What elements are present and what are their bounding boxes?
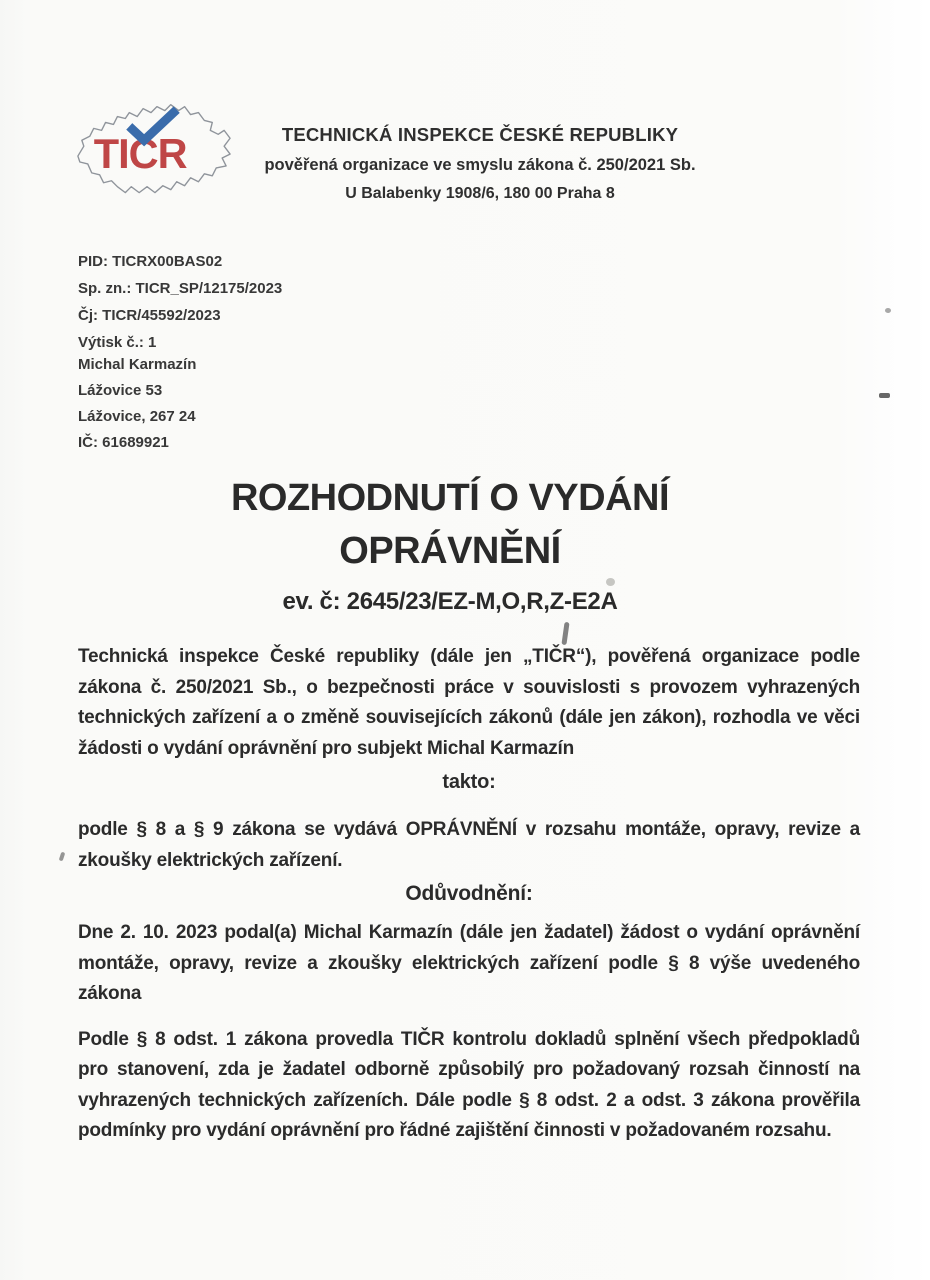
czech-map-logo-icon bbox=[68, 96, 236, 226]
oduvodneni-heading: Odůvodnění: bbox=[405, 882, 533, 905]
paragraph-verdict: podle § 8 a § 9 zákona se vydává OPRÁVNĚNÍ v rozsahu montáže, opravy, revize a zkoušky elektrických zařízení. bbox=[78, 819, 860, 871]
recipient-ic: IČ: 61689921 bbox=[78, 434, 169, 451]
paragraph-application: Dne 2. 10. 2023 podal(a) Michal Karmazín (dále jen žadatel) žádost o vydání oprávnění montáže, opravy, revize a zkoušky elektrických zařízení podle § 8 výše uvedeného zákona bbox=[78, 922, 860, 1004]
sp-zn-line: Sp. zn.: TICR_SP/12175/2023 bbox=[78, 280, 283, 297]
document-title bbox=[60, 472, 840, 618]
org-identity bbox=[230, 124, 730, 203]
evidence-number: ev. č: 2645/23/EZ-M,O,R,Z-E2A bbox=[282, 588, 618, 615]
document-title-line2: OPRÁVNĚNÍ bbox=[339, 530, 561, 572]
recipient-name: Michal Karmazín bbox=[78, 356, 197, 373]
document-body bbox=[78, 642, 860, 1147]
takto-heading: takto: bbox=[442, 771, 496, 793]
document-identifiers bbox=[78, 248, 282, 356]
ticr-logo bbox=[68, 96, 236, 226]
recipient-street: Lážovice 53 bbox=[78, 382, 163, 399]
scan-artifact-dot bbox=[885, 308, 891, 313]
document-title-line1: ROZHODNUTÍ O VYDÁNÍ bbox=[230, 477, 670, 519]
recipient-city: Lážovice, 267 24 bbox=[78, 408, 196, 425]
paragraph-intro: Technická inspekce České republiky (dále jen „TIČR“), pověřená organizace podle zákona č. 250/2021 Sb., o bezpečnosti práce v souvislosti s provozem vyhrazených technických zařízení a o změně souvisejících zákonů (dále jen zákon), rozhodla ve věci žádosti o vydání oprávnění pro subjekt Michal Karmazín bbox=[78, 646, 860, 759]
scan-artifact-dash bbox=[879, 393, 890, 398]
org-address: U Balabenky 1908/6, 180 00 Praha 8 bbox=[345, 185, 615, 202]
org-subtitle: pověřená organizace ve smyslu zákona č. 250/2021 Sb. bbox=[264, 156, 696, 174]
paragraph-review: Podle § 8 odst. 1 zákona provedla TIČR kontrolu dokladů splnění všech předpokladů pro stanovení, zda je žadatel odborně způsobilý pro požadovaný rozsah činností na vyhrazených technických zařízeních. Dále podle § 8 odst. 2 a odst. 3 zákona prověřila podmínky pro vydání oprávnění pro řádné zajištění činnosti v požadovaném rozsahu. bbox=[78, 1028, 860, 1141]
cj-line: Čj: TICR/45592/2023 bbox=[78, 307, 221, 324]
org-name: TECHNICKÁ INSPEKCE ČESKÉ REPUBLIKY bbox=[281, 124, 679, 145]
recipient-address bbox=[78, 352, 196, 456]
scan-artifact-comma bbox=[59, 852, 66, 862]
logo-text: TICR bbox=[93, 129, 187, 177]
vytisk-line: Výtisk č.: 1 bbox=[78, 334, 157, 351]
pid-line: PID: TICRX00BAS02 bbox=[78, 253, 223, 270]
